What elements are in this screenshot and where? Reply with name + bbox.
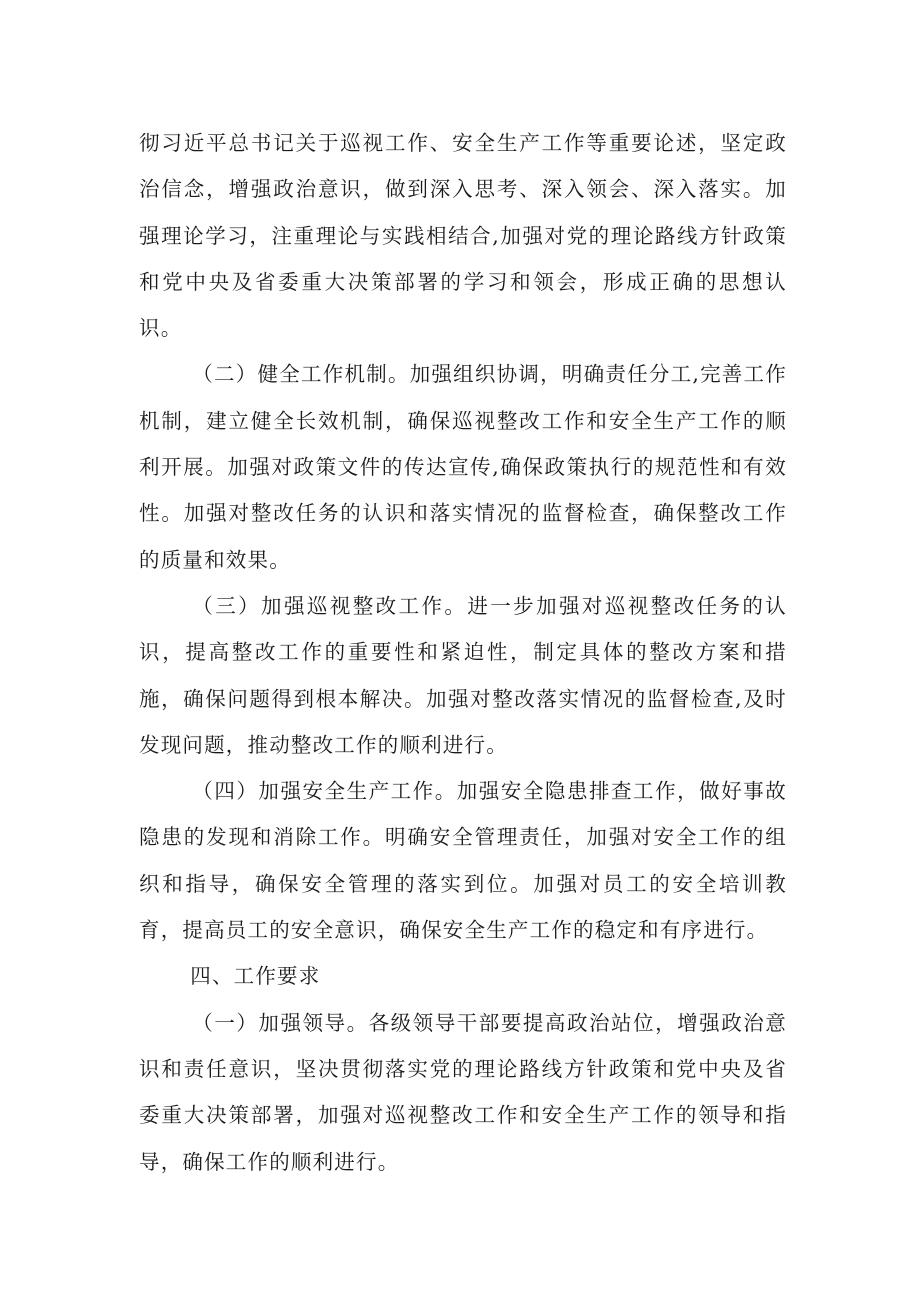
paragraph-section-3: （三）加强巡视整改工作。进一步加强对巡视整改任务的认识，提高整改工作的重要性和紧迫性，制定具体的整改方案和措施，确保问题得到根本解决。加强对整改落实情况的监督检查,及时发现问题，推动整改工作的顺利进行。 <box>139 593 787 757</box>
section-heading-work-requirements: 四、工作要求 <box>190 964 321 989</box>
paragraph-section-2: （二）健全工作机制。加强组织协调，明确责任分工,完善工作机制，建立健全长效机制，确保巡视整改工作和安全生产工作的顺利开展。加强对政策文件的传达宣传,确保政策执行的规范性和有效性。加强对整改任务的认识和落实情况的监督检查，确保整改工作的质量和效果。 <box>139 362 787 572</box>
paragraph-continuation: 彻习近平总书记关于巡视工作、安全生产工作等重要论述，坚定政治信念，增强政治意识，做到深入思考、深入领会、深入落实。加强理论学习，注重理论与实践相结合,加强对党的理论路线方针政策和党中央及省委重大决策部署的学习和领会，形成正确的思想认识。 <box>139 131 787 341</box>
document-body <box>139 120 787 1185</box>
paragraph-section-4: （四）加强安全生产工作。加强安全隐患排查工作，做好事故隐患的发现和消除工作。明确安全管理责任，加强对安全工作的组织和指导，确保安全管理的落实到位。加强对员工的安全培训教育，提高员工的安全意识，确保安全生产工作的稳定和有序进行。 <box>139 779 787 943</box>
paragraph-requirement-1: （一）加强领导。各级领导干部要提高政治站位，增强政治意识和责任意识，坚决贯彻落实党的理论路线方针政策和党中央及省委重大决策部署，加强对巡视整改工作和安全生产工作的领导和指导，确保工作的顺利进行。 <box>139 1010 787 1174</box>
